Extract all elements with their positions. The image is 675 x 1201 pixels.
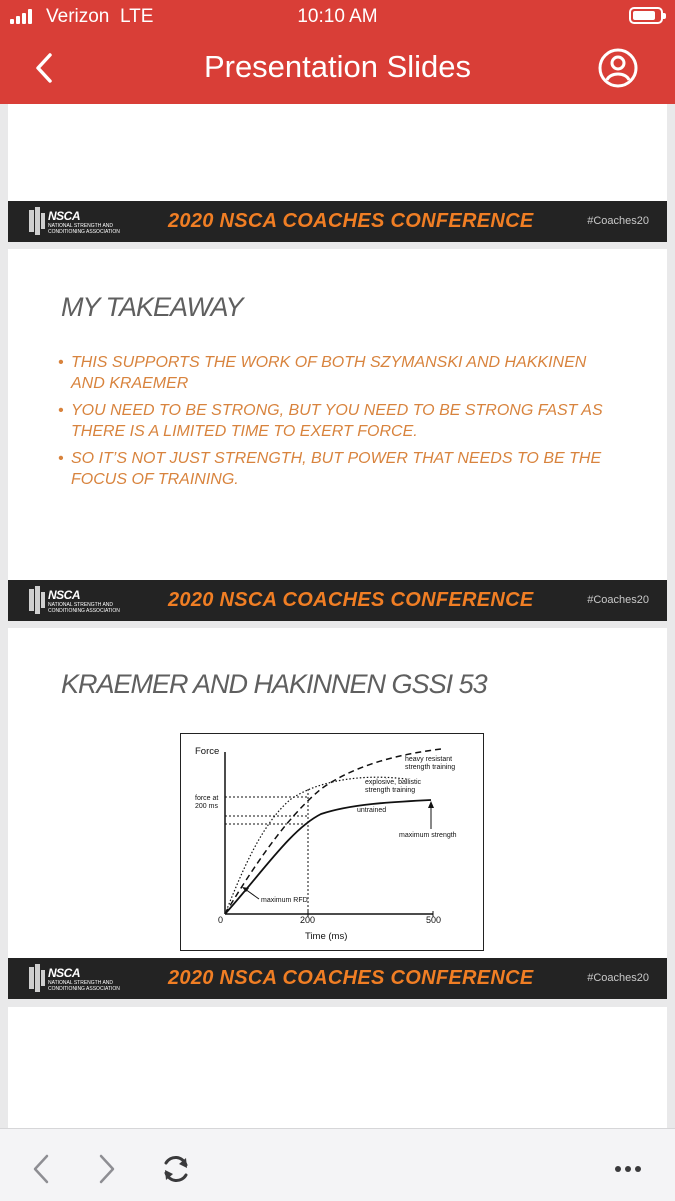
bullet-item: • SO IT’S NOT JUST STRENGTH, BUT POWER THAT NEEDS TO BE THE FOCUS OF TRAINING. <box>58 448 618 490</box>
x-tick-label: 500 <box>426 915 442 925</box>
status-time: 10:10 AM <box>297 6 378 27</box>
curve-label: explosive, ballistic <box>365 779 422 786</box>
page-title: Presentation Slides <box>203 49 472 84</box>
y-axis-label: Force <box>195 746 220 757</box>
x-tick-label: 200 <box>300 915 316 925</box>
x-tick-label: 0 <box>218 915 224 925</box>
slides-list[interactable] <box>0 104 675 1128</box>
nsca-logo: NSCA NATIONAL STRENGTH AND CONDITIONING ASSOCIATION <box>26 207 146 237</box>
refresh-button[interactable] <box>156 1149 196 1189</box>
carrier-label: Verizon LTE <box>46 6 154 27</box>
profile-button[interactable] <box>597 47 639 89</box>
banner-hashtag: #Coaches20 <box>587 594 649 606</box>
force-label: 200 ms <box>195 803 218 810</box>
slide[interactable] <box>8 104 667 242</box>
nsca-logo: NSCA NATIONAL STRENGTH AND CONDITIONING ASSOCIATION <box>26 586 146 616</box>
nav-forward-button[interactable] <box>86 1149 126 1189</box>
browser-toolbar <box>0 1128 675 1201</box>
slide[interactable] <box>8 1007 667 1128</box>
bullet-item: • YOU NEED TO BE STRONG, BUT YOU NEED TO BE STRONG FAST AS THERE IS A LIMITED TIME TO EXERT FORCE. <box>58 400 618 442</box>
banner-title: 2020 NSCA COACHES CONFERENCE <box>168 210 534 232</box>
nav-back-button[interactable] <box>22 1149 62 1189</box>
max-strength-label: maximum strength <box>399 832 457 839</box>
slide-title: KRAEMER AND HAKINNEN GSSI 53 <box>61 669 487 699</box>
banner-hashtag: #Coaches20 <box>587 972 649 984</box>
slide-title: MY TAKEAWAY <box>61 292 243 322</box>
bullet-item: • THIS SUPPORTS THE WORK OF BOTH SZYMANSKI AND HAKKINEN AND KRAEMER <box>58 352 618 394</box>
x-axis-label: Time (ms) <box>305 931 348 942</box>
slide[interactable] <box>8 249 667 621</box>
status-bar <box>0 0 675 34</box>
curve-label: strength training <box>405 764 456 771</box>
curve-label: strength training <box>365 787 416 794</box>
slide-banner <box>8 958 667 999</box>
force-label: force at <box>195 795 219 802</box>
banner-title: 2020 NSCA COACHES CONFERENCE <box>168 589 534 611</box>
bullet-list <box>58 352 618 496</box>
curve-label: untrained <box>357 807 387 814</box>
slide-banner <box>8 201 667 242</box>
more-button[interactable] <box>608 1149 648 1189</box>
app-header <box>0 0 675 104</box>
force-time-figure <box>180 733 484 951</box>
banner-title: 2020 NSCA COACHES CONFERENCE <box>168 967 534 989</box>
nsca-logo: NSCA NATIONAL STRENGTH AND CONDITIONING ASSOCIATION <box>26 964 146 994</box>
banner-hashtag: #Coaches20 <box>587 215 649 227</box>
slide[interactable] <box>8 628 667 999</box>
curve-label: heavy resistant <box>405 756 453 763</box>
slide-banner <box>8 580 667 621</box>
max-rfd-label: maximum RFD <box>261 897 308 904</box>
battery-icon <box>629 7 663 24</box>
